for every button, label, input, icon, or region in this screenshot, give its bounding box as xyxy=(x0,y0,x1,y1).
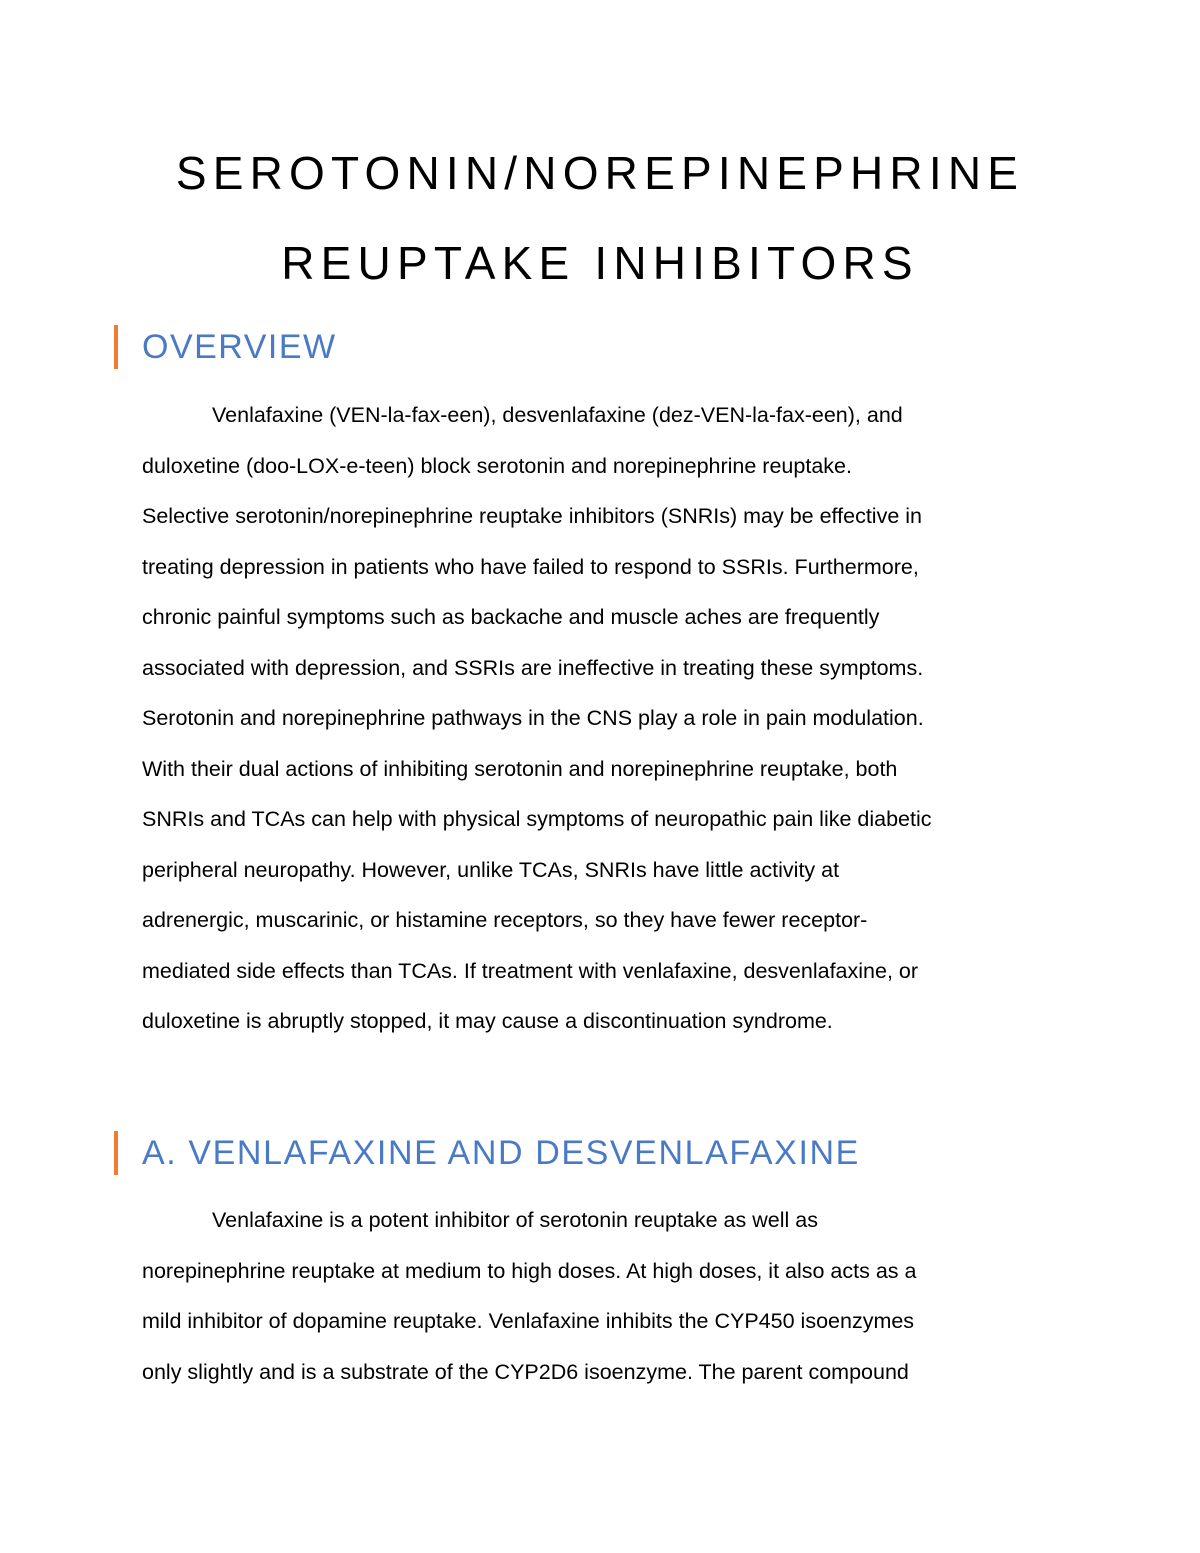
section-heading-text: A. VENLAFAXINE AND DESVENLAFAXINE xyxy=(142,1134,860,1172)
heading-accent-bar xyxy=(114,1131,118,1175)
section-heading-venlafaxine xyxy=(114,1131,860,1175)
paragraph-line: Venlafaxine (VEN-la-fax-een), desvenlafaxine (dez-VEN-la-fax-een), and xyxy=(212,403,903,427)
paragraph-line: peripheral neuropathy. However, unlike TCAs, SNRIs have little activity at xyxy=(142,857,840,882)
paragraph-line: SNRIs and TCAs can help with physical symptoms of neuropathic pain like diabetic xyxy=(142,807,932,831)
paragraph-line: Selective serotonin/norepinephrine reuptake inhibitors (SNRIs) may be effective in xyxy=(142,504,922,528)
section-heading-text: OVERVIEW xyxy=(142,328,337,366)
venlafaxine-paragraph xyxy=(142,1195,1062,1397)
paragraph-line: associated with depression, and SSRIs are ineffective in treating these symptoms. xyxy=(142,655,924,680)
paragraph-line: adrenergic, muscarinic, or histamine receptors, so they have fewer receptor- xyxy=(142,908,868,932)
overview-paragraph xyxy=(142,390,1062,1047)
paragraph-line: treating depression in patients who have failed to respond to SSRIs. Furthermore, xyxy=(142,554,919,579)
paragraph-line: With their dual actions of inhibiting serotonin and norepinephrine reuptake, both xyxy=(142,756,898,781)
paragraph-line: only slightly and is a substrate of the CYP2D6 isoenzyme. The parent compound xyxy=(142,1359,909,1384)
document-title-line-2: REUPTAKE INHIBITORS xyxy=(281,237,919,289)
paragraph-line: duloxetine (doo-LOX-e-teen) block serotonin and norepinephrine reuptake. xyxy=(142,453,852,478)
document-title-line-1: SEROTONIN/NOREPINEPHRINE xyxy=(175,147,1025,199)
heading-accent-bar xyxy=(114,325,118,369)
paragraph-line: Serotonin and norepinephrine pathways in the CNS play a role in pain modulation. xyxy=(142,706,924,730)
paragraph-line: Venlafaxine is a potent inhibitor of serotonin reuptake as well as xyxy=(212,1208,818,1232)
paragraph-line: chronic painful symptoms such as backache and muscle aches are frequently xyxy=(142,605,880,629)
paragraph-line: duloxetine is abruptly stopped, it may cause a discontinuation syndrome. xyxy=(142,1009,833,1033)
paragraph-line: mild inhibitor of dopamine reuptake. Venlafaxine inhibits the CYP450 isoenzymes xyxy=(142,1309,915,1333)
paragraph-line: mediated side effects than TCAs. If treatment with venlafaxine, desvenlafaxine, or xyxy=(142,958,919,983)
section-heading-overview xyxy=(114,325,337,369)
paragraph-line: norepinephrine reuptake at medium to high doses. At high doses, it also acts as a xyxy=(142,1258,917,1283)
